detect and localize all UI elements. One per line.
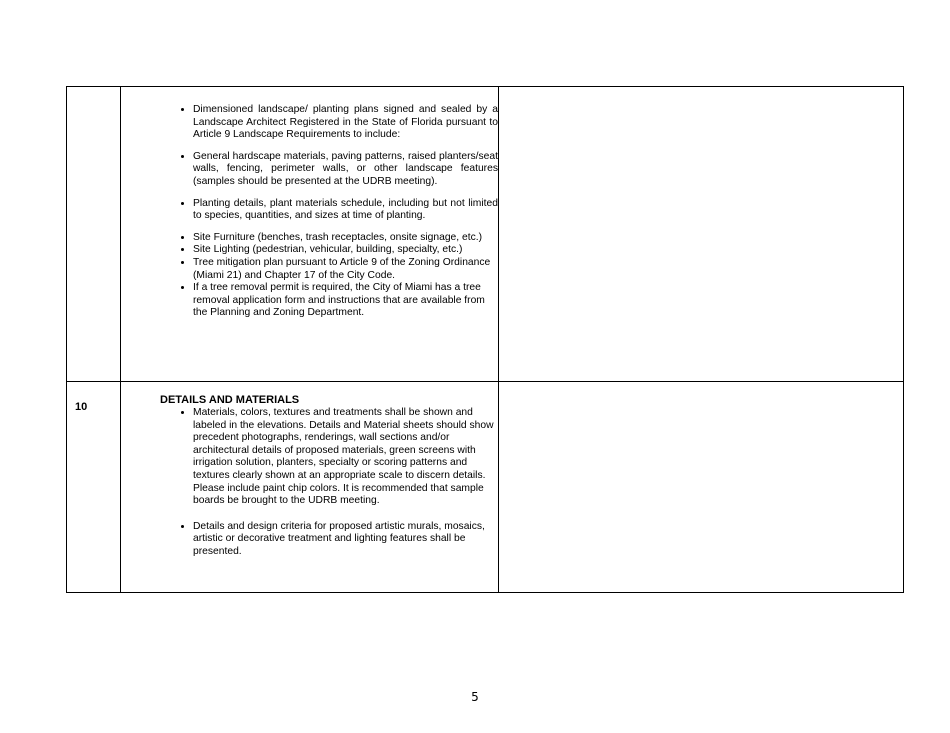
section-heading: DETAILS AND MATERIALS (160, 394, 300, 406)
list-item: • Planting details, plant materials schedule, including but not limited to species, quantities, and sizes at time of planting. (193, 198, 498, 223)
list-item: • Site Furniture (benches, trash receptacles, onsite signage, etc.) (193, 232, 498, 245)
requirements-table (66, 86, 904, 593)
comments-cell (499, 87, 904, 382)
table-row (67, 382, 904, 593)
list-item: • Tree mitigation plan pursuant to Article 9 of the Zoning Ordinance (Miami 21) and Chapter 17 of the City Code. (193, 257, 498, 282)
comments-cell (499, 382, 904, 593)
item-content-cell (121, 87, 499, 382)
list-item: • General hardscape materials, paving patterns, raised planters/seat walls, fencing, perimeter walls, or other landscape features (samples should be presented at the UDRB meeting). (193, 151, 498, 189)
item-number-cell (67, 382, 121, 593)
table-row (67, 87, 904, 382)
list-item: • If a tree removal permit is required, the City of Miami has a tree removal application form and instructions that are available from the Planning and Zoning Department. (193, 282, 498, 320)
item-number-cell (67, 87, 121, 382)
list-item: • Site Lighting (pedestrian, vehicular, building, specialty, etc.) (193, 244, 498, 257)
bullet-list (121, 87, 498, 329)
page-number: 5 (471, 690, 479, 704)
item-content-cell (121, 382, 499, 593)
list-item: • Details and design criteria for proposed artistic murals, mosaics, artistic or decorative treatment and lighting features shall be presented. (193, 521, 498, 559)
list-item: • Dimensioned landscape/ planting plans signed and sealed by a Landscape Architect Registered in the State of Florida pursuant to Article 9 Landscape Requirements to include: (193, 104, 498, 142)
bullet-list (121, 407, 498, 592)
list-item: • Materials, colors, textures and treatments shall be shown and labeled in the elevations. Details and Material sheets should show precedent photographs, renderings, wall sections and/or architectural details of proposed materials, green screens with irrigation solution, planters, specialty or scoring patterns and textures clearly shown at an appropriate scale to discern details. Please include paint chip colors. It is recommended that sample boards be brought to the UDRB meeting. (193, 407, 498, 508)
item-number: 10 (75, 401, 88, 413)
